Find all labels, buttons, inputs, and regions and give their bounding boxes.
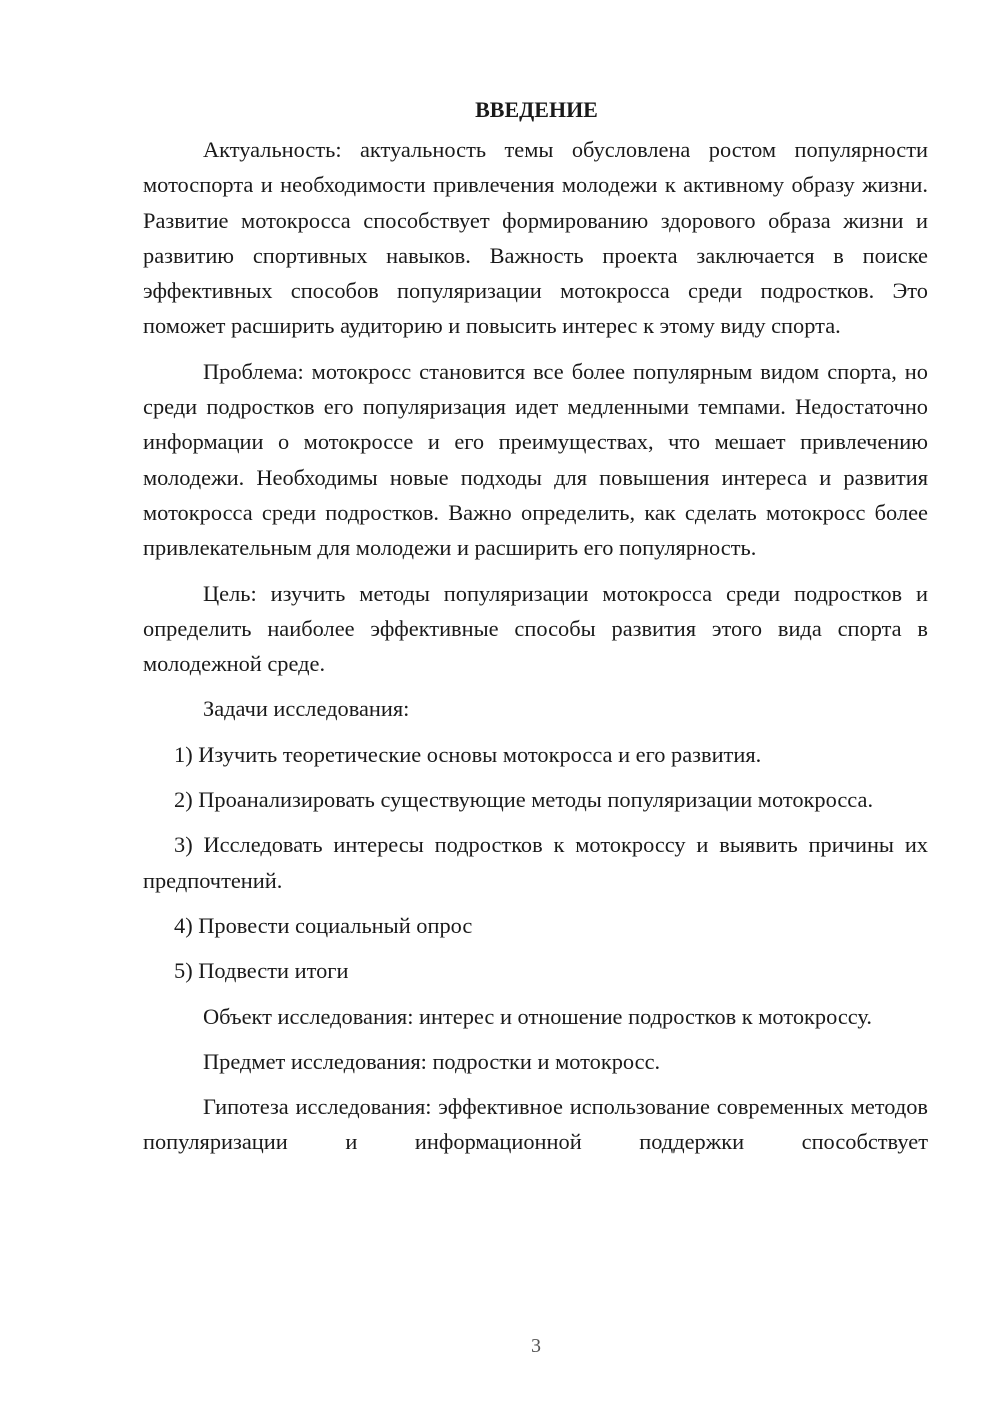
- page-number: 3: [531, 1335, 541, 1357]
- paragraph-subject: Предмет исследования: подростки и мотокросс.: [203, 1048, 661, 1074]
- paragraph-hypothesis: Гипотеза исследования: эффективное использование современных методов популяризации и информационной поддержки способствует: [143, 1094, 928, 1155]
- task-item-1: 1) Изучить теоретические основы мотокросса и его развития.: [174, 741, 762, 767]
- task-item-4: 4) Провести социальный опрос: [174, 912, 473, 938]
- task-item-3: 3) Исследовать интересы подростков к мотокроссу и выявить причины их предпочтений.: [143, 832, 928, 893]
- task-item-5: 5) Подвести итоги: [174, 958, 349, 984]
- page-content: [143, 92, 928, 1160]
- task-item-2: 2) Проанализировать существующие методы популяризации мотокросса.: [174, 787, 874, 813]
- paragraph-tasks-heading: Задачи исследования:: [203, 696, 410, 722]
- paragraph-problem: Проблема: мотокросс становится все более популярным видом спорта, но среди подростков его популяризация идет медленными темпами. Недостаточно информации о мотокроссе и его преимуществах, что мешает привлечению молодежи. Необходимы новые подходы для повышения интереса и развития мотокросса среди подростков. Важно определить, как сделать мотокросс более привлекательным для молодежи и расширить его популярность.: [143, 358, 928, 561]
- paragraph-relevance: Актуальность: актуальность темы обусловлена ростом популярности мотоспорта и необходимости привлечения молодежи к активному образу жизни. Развитие мотокросса способствует формированию здорового образа жизни и развитию спортивных навыков. Важность проекта заключается в поиске эффективных способов популяризации мотокросса среди подростков. Это поможет расширить аудиторию и повысить интерес к этому виду спорта.: [143, 137, 928, 339]
- paragraph-object: Объект исследования: интерес и отношение подростков к мотокроссу.: [203, 1003, 872, 1029]
- paragraph-goal: Цель: изучить методы популяризации мотокросса среди подростков и определить наиболее эффективные способы развития этого вида спорта в молодежной среде.: [143, 580, 928, 677]
- page-title: ВВЕДЕНИЕ: [475, 97, 598, 122]
